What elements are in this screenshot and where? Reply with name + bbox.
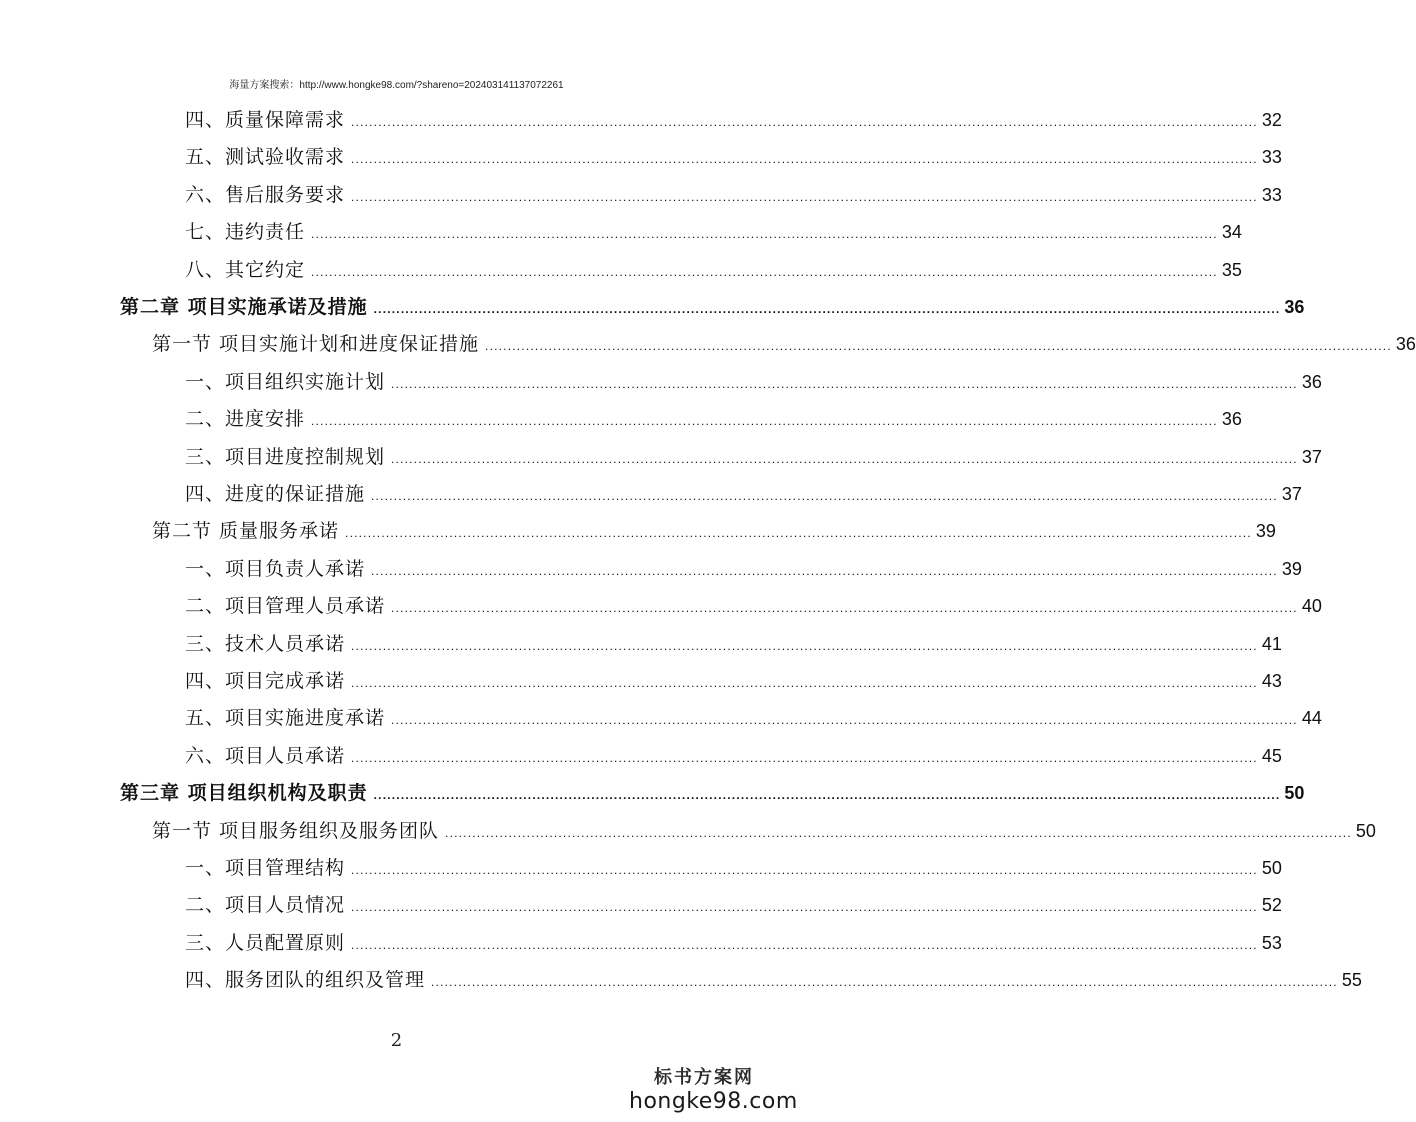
toc-entry-title: 第二节 质量服务承诺	[152, 520, 340, 543]
toc-dot-leader: ........................................................................................................................................................................................................	[351, 750, 1258, 765]
toc-entry-page: 43	[1261, 671, 1282, 691]
toc-entry-page: 35	[1221, 259, 1242, 280]
toc-entry-title: 七、违约责任	[185, 221, 306, 244]
toc-dot-leader: ........................................................................................................................................................................................................	[391, 376, 1298, 391]
toc-entry-title: 三、人员配置原则	[185, 931, 346, 954]
toc-dot-leader: ........................................................................................................................................................................................................	[345, 526, 1252, 541]
toc-dot-leader: ........................................................................................................................................................................................................	[391, 713, 1298, 728]
watermark-title: 标书方案网	[654, 1067, 754, 1088]
toc-dot-leader: ........................................................................................................................................................................................................	[311, 227, 1218, 242]
toc-dot-leader: ........................................................................................................................................................................................................	[373, 302, 1281, 316]
toc-dot-leader: ........................................................................................................................................................................................................	[311, 264, 1218, 279]
toc-entry[interactable]	[152, 816, 1376, 846]
toc-entry[interactable]	[185, 180, 1282, 210]
toc-entry[interactable]	[185, 404, 1242, 434]
toc-entry-title: 二、项目人员情况	[185, 894, 346, 917]
toc-entry-page: 45	[1261, 745, 1282, 766]
toc-dot-leader: ........................................................................................................................................................................................................	[351, 863, 1258, 877]
toc-dot-leader: ........................................................................................................................................................................................................	[485, 339, 1392, 354]
toc-dot-leader: ........................................................................................................................................................................................................	[351, 937, 1258, 952]
toc-entry-page: 52	[1261, 895, 1282, 916]
toc-entry[interactable]	[185, 367, 1322, 397]
page-header: 海量方案搜索：http://www.hongke98.com/?shareno=20240314113707226​1	[229, 80, 564, 91]
toc-entry-page: 36	[1284, 297, 1305, 317]
watermark-url: hongke98.com	[629, 1089, 798, 1114]
toc-entry-page: 33	[1261, 184, 1282, 205]
toc-entry[interactable]	[185, 554, 1302, 584]
toc-entry[interactable]	[185, 217, 1242, 247]
toc-entry-page: 37	[1281, 484, 1302, 504]
toc-entry-title: 五、项目实施进度承诺	[185, 707, 386, 730]
toc-dot-leader: ........................................................................................................................................................................................................	[351, 152, 1258, 167]
toc-dot-leader: ........................................................................................................................................................................................................	[351, 189, 1258, 204]
toc-entry-title: 三、技术人员承诺	[185, 632, 346, 655]
toc-entry-title: 六、项目人员承诺	[185, 744, 346, 767]
toc-dot-leader: ........................................................................................................................................................................................................	[371, 563, 1278, 578]
toc-dot-leader: ........................................................................................................................................................................................................	[351, 676, 1258, 690]
toc-dot-leader: ........................................................................................................................................................................................................	[391, 451, 1298, 466]
toc-entry[interactable]	[152, 329, 1416, 359]
toc-entry[interactable]	[185, 105, 1282, 135]
toc-entry[interactable]	[120, 292, 1305, 322]
toc-entry-page: 36	[1395, 334, 1416, 355]
toc-entry-title: 四、项目完成承诺	[185, 670, 346, 692]
toc-entry-page: 33	[1261, 147, 1282, 168]
toc-entry-title: 四、进度的保证措施	[185, 483, 366, 505]
toc-entry[interactable]	[185, 741, 1282, 771]
toc-dot-leader: ........................................................................................................................................................................................................	[391, 601, 1298, 616]
toc-entry-page: 55	[1341, 970, 1362, 991]
toc-entry-page: 32	[1261, 110, 1282, 130]
toc-entry-page: 39	[1255, 521, 1276, 542]
toc-entry[interactable]	[185, 928, 1282, 958]
toc-entry-page: 37	[1301, 446, 1322, 467]
toc-entry[interactable]	[185, 703, 1322, 733]
toc-entry[interactable]	[185, 479, 1302, 509]
toc-entry-title: 六、售后服务要求	[185, 183, 346, 206]
toc-entry-page: 39	[1281, 558, 1302, 579]
toc-entry[interactable]	[185, 965, 1362, 995]
toc-entry[interactable]	[185, 142, 1282, 172]
toc-entry-page: 50	[1284, 783, 1305, 804]
toc-dot-leader: ........................................................................................................................................................................................................	[373, 788, 1281, 803]
toc-entry-page: 34	[1221, 222, 1242, 243]
toc-entry[interactable]	[185, 442, 1322, 472]
toc-entry-title: 一、项目管理结构	[185, 857, 346, 879]
toc-entry[interactable]	[152, 516, 1276, 546]
toc-dot-leader: ........................................................................................................................................................................................................	[351, 900, 1258, 915]
toc-dot-leader: ........................................................................................................................................................................................................	[431, 975, 1338, 990]
toc-entry[interactable]	[185, 591, 1322, 621]
toc-entry-title: 四、质量保障需求	[185, 109, 346, 131]
toc-entry-title: 五、测试验收需求	[185, 146, 346, 169]
toc-entry-title: 第一节 项目服务组织及服务团队	[152, 819, 440, 842]
toc-entry[interactable]	[185, 255, 1242, 285]
toc-entry-title: 八、其它约定	[185, 258, 306, 281]
toc-entry[interactable]	[185, 629, 1282, 659]
toc-dot-leader: ........................................................................................................................................................................................................	[445, 825, 1352, 840]
toc-entry[interactable]	[185, 666, 1282, 696]
toc-entry-title: 第三章 项目组织机构及职责	[120, 782, 368, 805]
toc-dot-leader: ........................................................................................................................................................................................................	[351, 638, 1258, 653]
toc-entry[interactable]	[120, 778, 1305, 808]
toc-entry-page: 50	[1355, 820, 1376, 841]
toc-entry-title: 第一节 项目实施计划和进度保证措施	[152, 333, 480, 356]
toc-entry-page: 40	[1301, 596, 1322, 617]
toc-entry-page: 36	[1301, 371, 1322, 392]
toc-entry-title: 一、项目组织实施计划	[185, 370, 386, 393]
toc-entry-page: 36	[1221, 409, 1242, 430]
toc-entry-page: 41	[1261, 633, 1282, 654]
toc-entry-title: 第二章 项目实施承诺及措施	[120, 296, 368, 318]
toc-entry-title: 二、项目管理人员承诺	[185, 595, 386, 618]
toc-entry-title: 一、项目负责人承诺	[185, 557, 366, 580]
toc-entry-title: 三、项目进度控制规划	[185, 445, 386, 468]
page-number: 2	[390, 1030, 403, 1051]
toc-dot-leader: ........................................................................................................................................................................................................	[371, 489, 1278, 503]
toc-entry-page: 44	[1301, 708, 1322, 729]
watermark-logo	[629, 1063, 798, 1114]
toc-dot-leader: ........................................................................................................................................................................................................	[311, 414, 1218, 429]
toc-dot-leader: ........................................................................................................................................................................................................	[351, 115, 1258, 129]
toc-entry-page: 53	[1261, 932, 1282, 953]
toc-entry[interactable]	[185, 853, 1282, 883]
toc-entry[interactable]	[185, 890, 1282, 920]
toc-entry-title: 四、服务团队的组织及管理	[185, 969, 426, 992]
toc-entry-title: 二、进度安排	[185, 408, 306, 431]
toc-entry-page: 50	[1261, 858, 1282, 878]
